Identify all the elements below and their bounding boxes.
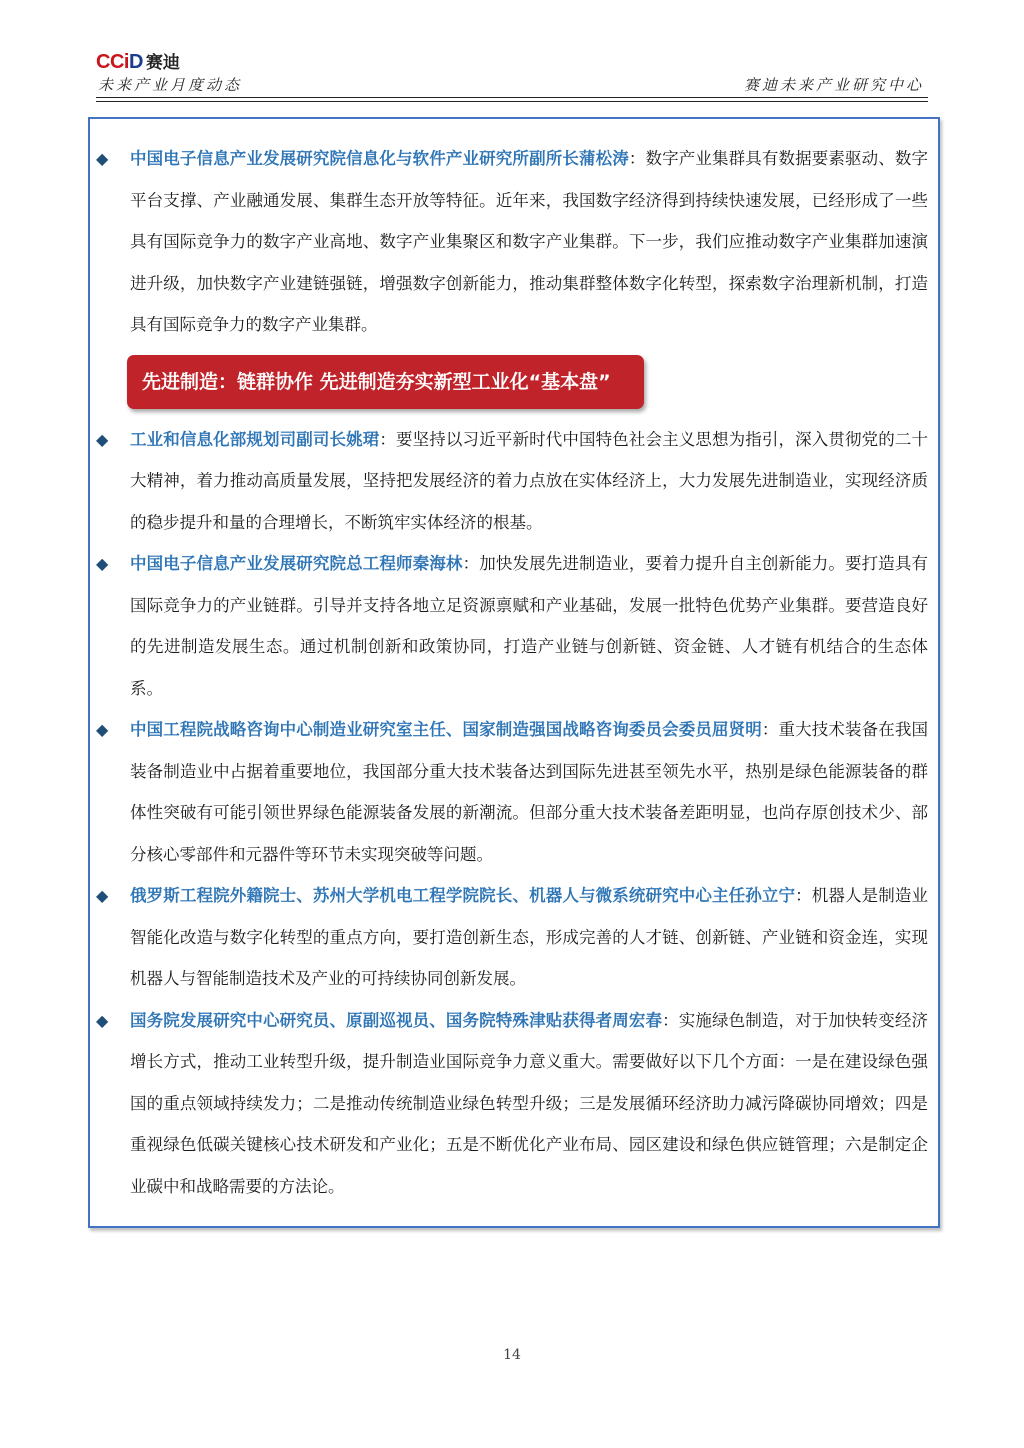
- expert-quote: ：数字产业集群具有数据要素驱动、数字平台支撑、产业融通发展、集群生态开放等特征。近年来，我国数字经济得到持续快速发展，已经形成了一些具有国际竞争力的数字产业高地、数字产业集聚区和数字产业集群。下一步，我们应推动数字产业集群加速演进升级，加快数字产业建链强链，增强数字创新能力，推动集群整体数字化转型，探索数字治理新机制，打造具有国际竞争力的数字产业集群。: [130, 149, 929, 334]
- logo-latin-b: D: [128, 51, 143, 73]
- header-right-title: 赛迪未来产业研究中心: [743, 76, 924, 94]
- expert-quote: ：加快发展先进制造业，要着力提升自主创新能力。要打造具有国际竞争力的产业链群。引导并支持各地立足资源禀赋和产业基础，发展一批特色优势产业集群。要营造良好的先进制造发展生态。通过机制创新和政策协同，打造产业链与创新链、资金链、人才链有机结合的生态体系。: [130, 554, 929, 698]
- content-body: [90, 119, 938, 1207]
- expert-name: 中国工程院战略咨询中心制造业研究室主任、国家制造强国战略咨询委员会委员屈贤明: [130, 720, 762, 739]
- ccid-logo: [96, 48, 180, 74]
- logo-latin-a: CCi: [96, 51, 129, 73]
- expert-name: 中国电子信息产业发展研究院信息化与软件产业研究所副所长蒲松涛: [130, 149, 629, 168]
- expert-entry: [90, 875, 928, 1000]
- expert-name: 工业和信息化部规划司副司长姚珺: [130, 429, 380, 449]
- expert-name: 中国电子信息产业发展研究院总工程师秦海林: [130, 554, 463, 573]
- section-header: [90, 346, 928, 419]
- diamond-bullet-icon: ◆: [96, 886, 109, 905]
- expert-quote: ：重大技术装备在我国装备制造业中占据着重要地位，我国部分重大技术装备达到国际先进甚至领先水平，热别是绿色能源装备的群体性突破有可能引领世界绿色能源装备发展的新潮流。但部分重大技术装备差距明显，也尚存原创技术少、部分核心零部件和元器件等环节未实现突破等问题。: [130, 720, 929, 864]
- diamond-bullet-icon: ◆: [96, 429, 109, 449]
- expert-entry: [90, 709, 928, 875]
- expert-quote: ：要坚持以习近平新时代中国特色社会主义思想为指引，深入贯彻党的二十大精神，着力推动高质量发展，坚持把发展经济的着力点放在实体经济上，大力发展先进制造业，实现经济质的稳步提升和量的合理增长，不断筑牢实体经济的根基。: [130, 429, 929, 532]
- page-header: [96, 44, 928, 100]
- expert-entry: [90, 138, 928, 346]
- diamond-bullet-icon: ◆: [96, 149, 109, 168]
- section-banner: 先进制造：链群协作 先进制造夯实新型工业化“基本盘”: [127, 355, 644, 409]
- expert-entry: [90, 419, 928, 544]
- header-rule-thin: [96, 101, 928, 102]
- logo-chinese: 赛迪: [145, 53, 180, 72]
- page-number: 14: [503, 1347, 521, 1363]
- diamond-bullet-icon: ◆: [96, 554, 109, 573]
- content-frame: [88, 117, 940, 1228]
- diamond-bullet-icon: ◆: [96, 720, 109, 739]
- expert-entry: [90, 543, 928, 709]
- expert-name: 俄罗斯工程院外籍院士、苏州大学机电工程学院院长、机器人与微系统研究中心主任孙立宁: [130, 886, 796, 905]
- diamond-bullet-icon: ◆: [96, 1010, 109, 1030]
- header-left-title: 未来产业月度动态: [98, 76, 243, 94]
- header-rule-thick: [96, 97, 928, 98]
- expert-quote: ：机器人是制造业智能化改造与数字化转型的重点方向，要打造创新生态，形成完善的人才链、创新链、产业链和资金连，实现机器人与智能制造技术及产业的可持续协同创新发展。: [130, 886, 929, 988]
- expert-entry: [90, 1000, 928, 1208]
- expert-quote: ：实施绿色制造，对于加快转变经济增长方式，推动工业转型升级，提升制造业国际竞争力意义重大。需要做好以下几个方面：一是在建设绿色强国的重点领域持续发力；二是推动传统制造业绿色转型升级；三是发展循环经济助力减污降碳协同增效；四是重视绿色低碳关键核心技术研发和产业化；五是不断优化产业布局、园区建设和绿色供应链管理；六是制定企业碳中和战略需要的方法论。: [130, 1010, 929, 1196]
- expert-name: 国务院发展研究中心研究员、原副巡视员、国务院特殊津贴获得者周宏春: [130, 1010, 663, 1030]
